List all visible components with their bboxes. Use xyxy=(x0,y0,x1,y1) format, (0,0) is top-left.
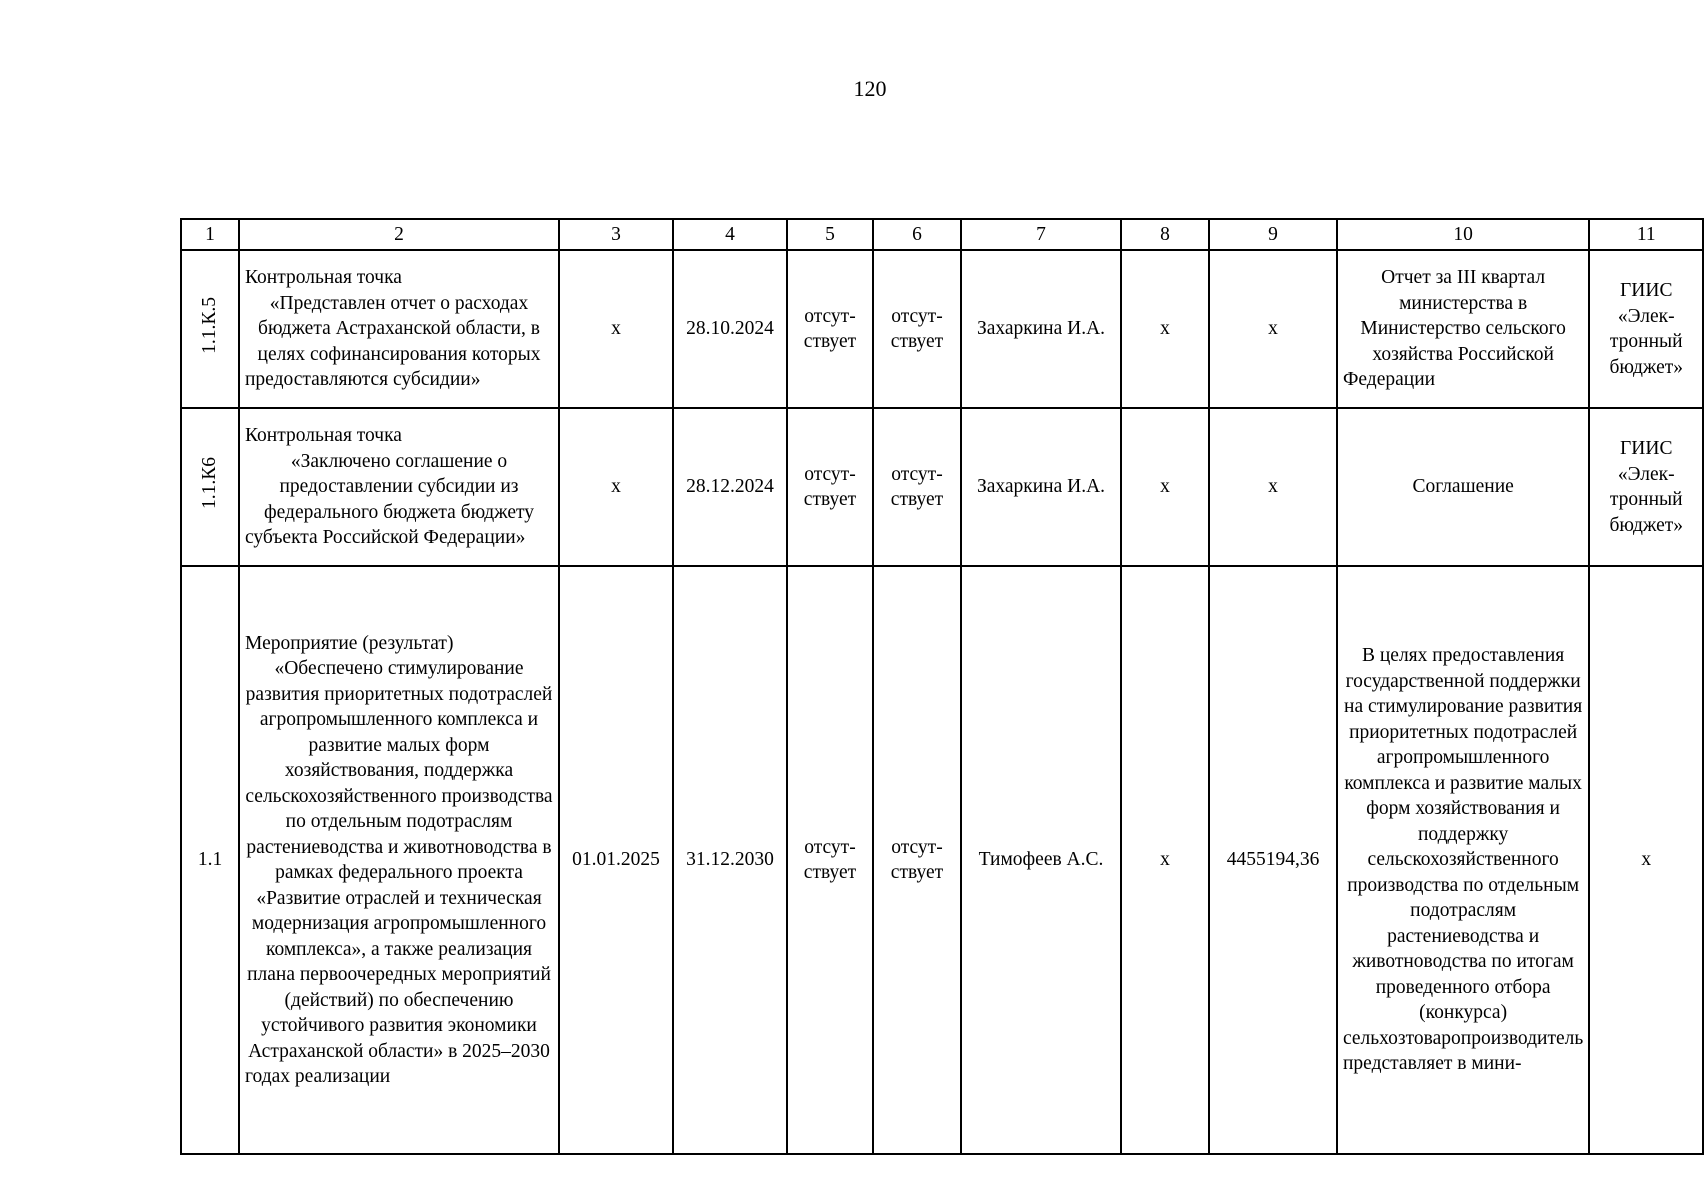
row-number: 1.1.К.5 xyxy=(199,296,221,354)
document-type: В целях предоставления государственной поддержки на стимулирование развития приоритетных подотраслей агропромышленного комплекса и развитие малых форм хозяйствования и поддержку сельскохозяйственного производства по отдельным подотраслям растениеводства и животноводства по итогам проведенного отбора (конкурса) сельхозтоваропроизводитель представляет в мини- xyxy=(1337,566,1589,1154)
table-row xyxy=(181,566,1703,1154)
col5-value: отсут- ствует xyxy=(787,566,873,1154)
column-header: 1 xyxy=(181,219,239,250)
column-header: 3 xyxy=(559,219,673,250)
row-description: «Представлен отчет о расходах бюджета Астраханской области, в целях софинансирования которых предоставляются субсидии» xyxy=(245,292,541,391)
row-description: «Обеспечено стимулирование развития приоритетных подотраслей агропромышленного комплекса и развитие малых форм хозяйствования, поддержка сельскохозяйственного производства по отдельным подотраслям растениеводства и животноводства в рамках федерального проекта «Развитие отраслей и техническая модернизация агропромышленного комплекса», а также реализация плана первоочередных мероприятий (действий) по обеспечению устойчивого развития экономики Астраханской области» в 2025–2030 годах реализации xyxy=(245,658,553,1087)
plan-table xyxy=(180,218,1704,1155)
column-header: 9 xyxy=(1209,219,1337,250)
col8-value: х xyxy=(1121,250,1209,408)
start-date: 01.01.2025 xyxy=(559,566,673,1154)
responsible: Захаркина И.А. xyxy=(961,250,1121,408)
col6-value: отсут- ствует xyxy=(873,566,961,1154)
information-system: ГИИС «Элек- тронный бюджет» xyxy=(1589,408,1703,566)
column-header: 4 xyxy=(673,219,787,250)
column-header: 11 xyxy=(1589,219,1703,250)
column-header: 7 xyxy=(961,219,1121,250)
column-header: 6 xyxy=(873,219,961,250)
responsible: Тимофеев А.С. xyxy=(961,566,1121,1154)
table-row xyxy=(181,250,1703,408)
row-number-cell xyxy=(181,408,239,566)
description-cell xyxy=(239,250,559,408)
row-number-cell xyxy=(181,250,239,408)
responsible: Захаркина И.А. xyxy=(961,408,1121,566)
description-cell xyxy=(239,566,559,1154)
row-description: «Заключено соглашение о предоставлении субсидии из федерального бюджета бюджету субъекта Российской Федерации» xyxy=(245,450,535,549)
start-date: х xyxy=(559,250,673,408)
row-title: Контрольная точка xyxy=(245,267,402,289)
col6-value: отсут- ствует xyxy=(873,250,961,408)
column-header: 8 xyxy=(1121,219,1209,250)
end-date: 31.12.2030 xyxy=(673,566,787,1154)
col8-value: х xyxy=(1121,566,1209,1154)
col5-value: отсут- ствует xyxy=(787,408,873,566)
table-row xyxy=(181,408,1703,566)
information-system: х xyxy=(1589,566,1703,1154)
column-header: 2 xyxy=(239,219,559,250)
col9-value: х xyxy=(1209,250,1337,408)
row-title: Контрольная точка xyxy=(245,425,402,447)
header-row xyxy=(181,219,1703,250)
col6-value: отсут- ствует xyxy=(873,408,961,566)
column-header: 10 xyxy=(1337,219,1589,250)
document-type: Отчет за III квартал министерства в Министерство сельского хозяйства Российской Федерации xyxy=(1337,250,1589,408)
end-date: 28.12.2024 xyxy=(673,408,787,566)
row-number: 1.1.К6 xyxy=(199,457,221,510)
col8-value: х xyxy=(1121,408,1209,566)
col9-value: 4455194,36 xyxy=(1209,566,1337,1154)
page-number: 120 xyxy=(853,76,887,101)
row-title: Мероприятие (результат) xyxy=(245,632,454,654)
col5-value: отсут- ствует xyxy=(787,250,873,408)
information-system: ГИИС «Элек- тронный бюджет» xyxy=(1589,250,1703,408)
document-type: Соглашение xyxy=(1337,408,1589,566)
col9-value: х xyxy=(1209,408,1337,566)
description-cell xyxy=(239,408,559,566)
column-header: 5 xyxy=(787,219,873,250)
start-date: х xyxy=(559,408,673,566)
end-date: 28.10.2024 xyxy=(673,250,787,408)
row-number: 1.1 xyxy=(181,566,239,1154)
